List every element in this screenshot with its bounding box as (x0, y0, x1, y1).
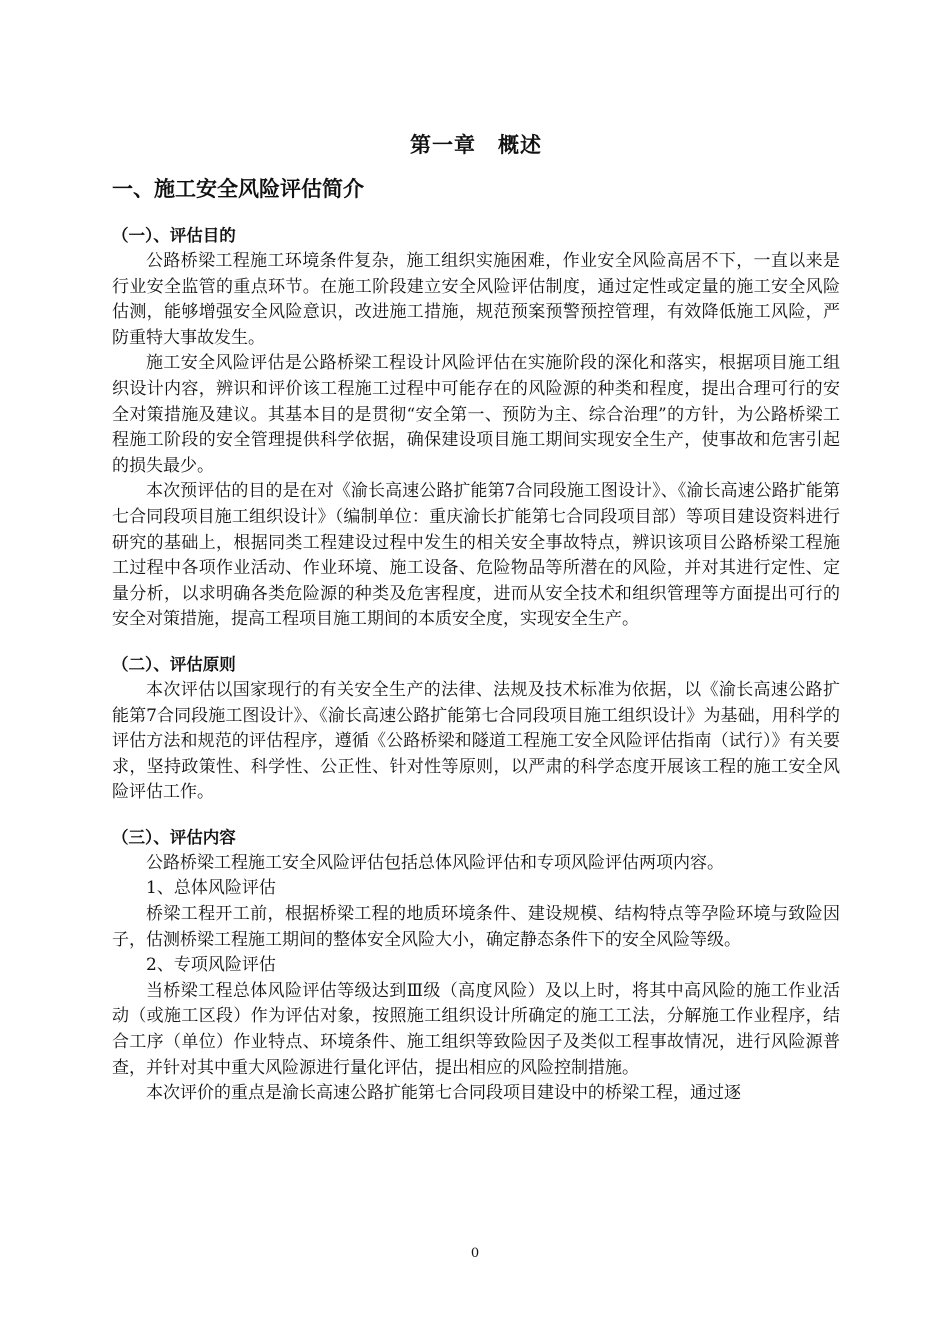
paragraph: 施工安全风险评估是公路桥梁工程设计风险评估在实施阶段的深化和落实，根据项目施工组织设计内容，辨识和评价该工程施工过程中可能存在的风险源的种类和程度，提出合理可行的安全对策措施及建议。其基本目的是贯彻“安全第一、预防为主、综合治理”的方针，为公路桥梁工程施工阶段的安全管理提供科学依据，确保建设项目施工期间实现安全生产，使事故和危害引起的损失最少。 (112, 353, 840, 476)
paragraph: 公路桥梁工程施工环境条件复杂，施工组织实施困难，作业安全风险高居不下，一直以来是行业安全监管的重点环节。在施工阶段建立安全风险评估制度，通过定性或定量的施工安全风险估测，能够增强安全风险意识，改进施工措施，规范预案预警预控管理，有效降低施工风险，严防重特大事故发生。 (112, 251, 840, 348)
section-title: 一、施工安全风险评估简介 (112, 177, 364, 201)
chapter-title: 第一章 概述 (410, 133, 542, 157)
paragraph: 桥梁工程开工前，根据桥梁工程的地质环境条件、建设规模、结构特点等孕险环境与致险因子，估测桥梁工程施工期间的整体安全风险大小，确定静态条件下的安全风险等级。 (112, 904, 840, 950)
paragraph: 本次评估以国家现行的有关安全生产的法律、法规及技术标准为依据，以《渝长高速公路扩能第7合同段施工图设计》、《渝长高速公路扩能第七合同段项目施工组织设计》为基础，用科学的评估方法和规范的评估程序，遵循《公路桥梁和隧道工程施工安全风险评估指南（试行）》有关要求，坚持政策性、科学性、公正性、针对性等原则，以严肃的科学态度开展该工程的施工安全风险评估工作。 (112, 679, 840, 803)
list-item-label: 1、总体风险评估 (146, 878, 276, 899)
paragraph: 本次预评估的目的是在对《渝长高速公路扩能第7合同段施工图设计》、《渝长高速公路扩能第七合同段项目施工组织设计》（编制单位：重庆渝长扩能第七合同段项目部）等项目建设资料进行研究的基础上，根据同类工程建设过程中发生的相关安全事故特点，辨识该项目公路桥梁工程施工过程中各项作业活动、作业环境、施工设备、危险物品等所潜在的风险，并对其进行定性、定量分析，以求明确各类危险源的种类及危害程度，进而从安全技术和组织管理等方面提出可行的安全对策措施，提高工程项目施工期间的本质安全度，实现安全生产。 (112, 481, 840, 630)
list-item-label: 2、专项风险评估 (146, 955, 276, 976)
subsection-title-purpose: （一）、评估目的 (112, 226, 236, 245)
paragraph: 公路桥梁工程施工安全风险评估包括总体风险评估和专项风险评估两项内容。 (146, 852, 724, 873)
page-number: 0 (470, 1246, 480, 1261)
paragraph: 本次评价的重点是渝长高速公路扩能第七合同段项目建设中的桥梁工程，通过逐 (146, 1083, 741, 1104)
subsection-title-principles: （二）、评估原则 (112, 654, 236, 674)
paragraph: 当桥梁工程总体风险评估等级达到Ⅲ级（高度风险）及以上时，将其中高风险的施工作业活动（或施工区段）作为评估对象，按照施工组织设计所确定的施工工法，分解施工作业程序，结合工序（单位）作业特点、环境条件、施工组织等致险因子及类似工程事故情况，进行风险源普查，并针对其中重大风险源进行量化评估，提出相应的风险控制措施。 (112, 980, 840, 1078)
subsection-title-content: （三）、评估内容 (112, 827, 236, 847)
document-page (112, 128, 840, 1107)
